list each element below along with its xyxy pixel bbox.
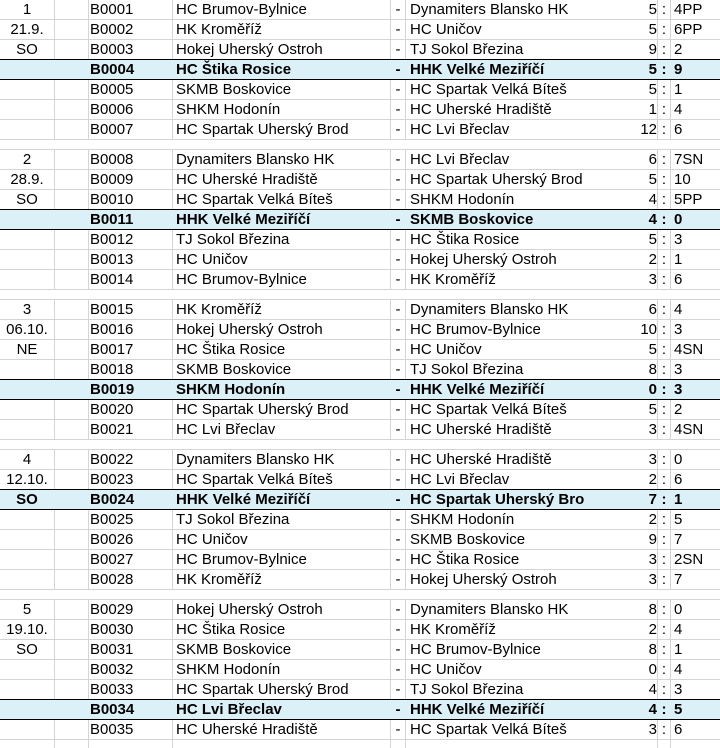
score-colon: : — [661, 191, 667, 208]
round-gap — [0, 440, 720, 450]
match-code: B0014 — [90, 271, 134, 288]
team-separator: - — [395, 601, 401, 618]
away-team: HC Brumov-Bylnice — [410, 641, 541, 658]
team-separator: - — [395, 401, 401, 418]
team-separator: - — [395, 81, 401, 98]
away-team: SHKM Hodonín — [410, 191, 515, 208]
away-team: HC Spartak Uherský Brod — [410, 171, 583, 188]
match-code: B0004 — [90, 61, 135, 78]
home-team: SKMB Boskovice — [176, 641, 292, 658]
score-colon: : — [661, 211, 667, 228]
score-colon: : — [661, 661, 667, 678]
away-score: 2 — [674, 401, 683, 418]
score-colon: : — [661, 401, 667, 418]
home-team: HC Lvi Břeclav — [176, 421, 276, 438]
team-separator: - — [395, 301, 401, 318]
home-team: Dynamiters Blansko HK — [176, 151, 335, 168]
score-colon: : — [661, 601, 667, 618]
home-team: Hokej Uherský Ostroh — [176, 41, 323, 58]
home-team: HC Brumov-Bylnice — [176, 551, 307, 568]
home-team: HK Kroměříž — [176, 21, 262, 38]
score-colon: : — [661, 271, 667, 288]
home-score: 6 — [648, 301, 657, 318]
round-label: 12.10. — [6, 471, 48, 488]
home-team: HC Brumov-Bylnice — [176, 1, 307, 18]
score-colon: : — [661, 531, 667, 548]
highlighted-match-row — [0, 700, 720, 720]
match-row — [0, 510, 720, 530]
match-code: B0028 — [90, 571, 134, 588]
home-score: 5 — [648, 1, 657, 18]
home-team: HC Uničov — [176, 251, 248, 268]
home-team: SKMB Boskovice — [176, 81, 292, 98]
match-code: B0024 — [90, 491, 135, 508]
round-gap — [0, 290, 720, 300]
team-separator: - — [395, 571, 401, 588]
home-score: 4 — [648, 191, 657, 208]
home-team: HC Spartak Uherský Brod — [176, 121, 349, 138]
home-team: HC Spartak Uherský Brod — [176, 401, 349, 418]
home-score: 1 — [648, 101, 657, 118]
away-team: HC Uničov — [410, 341, 482, 358]
team-separator: - — [395, 471, 401, 488]
round-label: 5 — [22, 601, 32, 618]
home-score: 2 — [648, 471, 657, 488]
score-colon: : — [661, 171, 667, 188]
match-code: B0006 — [90, 101, 134, 118]
match-code: B0002 — [90, 21, 134, 38]
home-team: Dynamiters Blansko HK — [176, 451, 335, 468]
score-colon: : — [661, 451, 667, 468]
score-colon: : — [661, 121, 667, 138]
round-label: 06.10. — [6, 321, 48, 338]
home-team: Hokej Uherský Ostroh — [176, 321, 323, 338]
home-score: 2 — [648, 251, 657, 268]
match-row — [0, 120, 720, 140]
away-team: TJ Sokol Březina — [410, 361, 524, 378]
away-score: 5PP — [674, 191, 703, 208]
match-code: B0030 — [90, 621, 134, 638]
match-code: B0011 — [90, 211, 134, 228]
home-team: TJ Sokol Březina — [176, 231, 290, 248]
home-score: 5 — [648, 341, 657, 358]
match-row — [0, 450, 720, 470]
home-team: HC Štika Rosice — [176, 621, 286, 638]
team-separator: - — [395, 551, 401, 568]
away-score: 1 — [674, 641, 683, 658]
match-code: B0001 — [90, 1, 134, 18]
match-code: B0025 — [90, 511, 134, 528]
score-colon: : — [661, 231, 667, 248]
score-colon: : — [661, 101, 667, 118]
away-score: 3 — [674, 321, 683, 338]
away-team: HC Uherské Hradiště — [410, 451, 552, 468]
away-team: HHK Velké Meziříčí — [410, 61, 545, 78]
away-score: 9 — [674, 61, 683, 78]
home-team: HC Uherské Hradiště — [176, 171, 318, 188]
match-row — [0, 100, 720, 120]
match-code: B0016 — [90, 321, 134, 338]
match-row — [0, 250, 720, 270]
away-score: 4 — [674, 661, 683, 678]
away-score: 6 — [674, 471, 683, 488]
team-separator: - — [395, 681, 401, 698]
score-colon: : — [661, 571, 667, 588]
home-team: SHKM Hodonín — [176, 661, 281, 678]
round-label: 1 — [22, 1, 32, 18]
round-label: 28.9. — [10, 171, 44, 188]
away-team: HK Kroměříž — [410, 271, 496, 288]
home-score: 2 — [648, 621, 657, 638]
away-score: 6 — [674, 121, 683, 138]
away-team: SKMB Boskovice — [410, 211, 534, 228]
team-separator: - — [395, 101, 401, 118]
team-separator: - — [395, 151, 401, 168]
match-code: B0013 — [90, 251, 134, 268]
match-row — [0, 170, 720, 190]
away-score: 6PP — [674, 21, 703, 38]
round-label: SO — [16, 41, 38, 58]
away-score: 0 — [674, 451, 683, 468]
match-code: B0035 — [90, 721, 134, 738]
home-team: SHKM Hodonín — [176, 381, 286, 398]
match-code: B0008 — [90, 151, 134, 168]
team-separator: - — [395, 531, 401, 548]
match-code: B0022 — [90, 451, 134, 468]
away-team: TJ Sokol Březina — [410, 681, 524, 698]
away-score: 7 — [674, 571, 683, 588]
home-score: 7 — [648, 491, 657, 508]
team-separator: - — [395, 21, 401, 38]
home-team: HC Spartak Velká Bíteš — [176, 191, 333, 208]
round-label: 19.10. — [6, 621, 48, 638]
away-score: 10 — [674, 171, 691, 188]
team-separator: - — [395, 381, 401, 398]
team-separator: - — [395, 491, 401, 508]
home-score: 4 — [648, 701, 657, 718]
home-team: HK Kroměříž — [176, 301, 262, 318]
home-score: 3 — [648, 571, 657, 588]
highlighted-match-row — [0, 210, 720, 230]
match-row — [0, 320, 720, 340]
away-score: 4PP — [674, 1, 703, 18]
away-score: 4SN — [674, 341, 704, 358]
home-team: HC Spartak Uherský Brod — [176, 681, 349, 698]
round-label: 21.9. — [10, 21, 44, 38]
away-score: 3 — [674, 681, 683, 698]
away-score: 3 — [674, 361, 683, 378]
team-separator: - — [395, 621, 401, 638]
match-code: B0026 — [90, 531, 134, 548]
score-colon: : — [661, 491, 667, 508]
home-team: HC Štika Rosice — [176, 341, 286, 358]
match-row — [0, 720, 720, 740]
team-separator: - — [395, 61, 401, 78]
away-score: 2SN — [674, 551, 704, 568]
home-score: 5 — [648, 231, 657, 248]
score-colon: : — [661, 621, 667, 638]
home-score: 5 — [648, 171, 657, 188]
match-code: B0032 — [90, 661, 134, 678]
match-code: B0021 — [90, 421, 134, 438]
team-separator: - — [395, 1, 401, 18]
home-score: 3 — [648, 421, 657, 438]
team-separator: - — [395, 251, 401, 268]
score-colon: : — [661, 641, 667, 658]
home-score: 3 — [648, 451, 657, 468]
score-colon: : — [661, 511, 667, 528]
home-score: 5 — [648, 81, 657, 98]
home-team: HC Spartak Velká Bíteš — [176, 471, 333, 488]
match-row — [0, 570, 720, 590]
match-code: B0018 — [90, 361, 134, 378]
team-separator: - — [395, 341, 401, 358]
match-code: B0012 — [90, 231, 134, 248]
away-team: HC Spartak Velká Bíteš — [410, 401, 567, 418]
score-colon: : — [661, 21, 667, 38]
home-score: 10 — [640, 321, 657, 338]
home-score: 9 — [648, 531, 657, 548]
away-score: 1 — [674, 491, 683, 508]
score-colon: : — [661, 321, 667, 338]
home-score: 4 — [648, 211, 657, 228]
away-team: Hokej Uherský Ostroh — [410, 251, 557, 268]
match-row — [0, 600, 720, 620]
team-separator: - — [395, 121, 401, 138]
away-team: HHK Velké Meziříčí — [410, 381, 545, 398]
away-score: 2 — [674, 41, 683, 58]
score-colon: : — [661, 41, 667, 58]
score-colon: : — [661, 61, 667, 78]
match-row — [0, 420, 720, 440]
score-colon: : — [661, 381, 667, 398]
team-separator: - — [395, 421, 401, 438]
away-team: HC Uničov — [410, 661, 482, 678]
home-team: Hokej Uherský Ostroh — [176, 601, 323, 618]
match-row — [0, 300, 720, 320]
away-team: HK Kroměříž — [410, 621, 496, 638]
team-separator: - — [395, 171, 401, 188]
home-score: 8 — [648, 641, 657, 658]
match-code: B0009 — [90, 171, 134, 188]
away-team: Dynamiters Blansko HK — [410, 601, 569, 618]
away-score: 7 — [674, 531, 683, 548]
match-code: B0029 — [90, 601, 134, 618]
home-team: HC Štika Rosice — [176, 61, 292, 78]
match-row — [0, 640, 720, 660]
away-score: 1 — [674, 251, 683, 268]
home-score: 5 — [648, 401, 657, 418]
score-colon: : — [661, 681, 667, 698]
score-colon: : — [661, 361, 667, 378]
home-score: 3 — [648, 721, 657, 738]
away-score: 0 — [674, 601, 683, 618]
away-score: 3 — [674, 231, 683, 248]
match-row — [0, 40, 720, 60]
round-label: SO — [16, 191, 38, 208]
match-row — [0, 80, 720, 100]
team-separator: - — [395, 211, 401, 228]
score-colon: : — [661, 421, 667, 438]
away-score: 5 — [674, 701, 683, 718]
team-separator: - — [395, 511, 401, 528]
away-team: HC Brumov-Bylnice — [410, 321, 541, 338]
round-label: SO — [16, 491, 38, 508]
round-label: 2 — [22, 151, 32, 168]
team-separator: - — [395, 361, 401, 378]
match-code: B0020 — [90, 401, 134, 418]
round-label: 4 — [22, 451, 32, 468]
team-separator: - — [395, 451, 401, 468]
highlighted-match-row — [0, 60, 720, 80]
match-code: B0019 — [90, 381, 135, 398]
score-colon: : — [661, 1, 667, 18]
match-row — [0, 680, 720, 700]
match-row — [0, 400, 720, 420]
home-team: HK Kroměříž — [176, 571, 262, 588]
away-team: Hokej Uherský Ostroh — [410, 571, 557, 588]
home-team: HC Uherské Hradiště — [176, 721, 318, 738]
match-row — [0, 550, 720, 570]
home-team: HC Uničov — [176, 531, 248, 548]
away-team: HC Uherské Hradiště — [410, 421, 552, 438]
home-score: 4 — [648, 681, 657, 698]
home-score: 8 — [648, 601, 657, 618]
away-team: HC Uherské Hradiště — [410, 101, 552, 118]
score-colon: : — [661, 301, 667, 318]
match-code: B0010 — [90, 191, 134, 208]
away-team: HC Spartak Velká Bíteš — [410, 721, 567, 738]
home-team: HC Lvi Břeclav — [176, 701, 282, 718]
match-code: B0033 — [90, 681, 134, 698]
team-separator: - — [395, 641, 401, 658]
team-separator: - — [395, 661, 401, 678]
home-score: 3 — [648, 271, 657, 288]
team-separator: - — [395, 321, 401, 338]
home-team: HHK Velké Meziříčí — [176, 211, 311, 228]
team-separator: - — [395, 191, 401, 208]
away-score: 5 — [674, 511, 683, 528]
score-colon: : — [661, 81, 667, 98]
away-team: SHKM Hodonín — [410, 511, 515, 528]
match-row — [0, 270, 720, 290]
match-code: B0027 — [90, 551, 134, 568]
team-separator: - — [395, 41, 401, 58]
away-score: 7SN — [674, 151, 704, 168]
home-score: 0 — [648, 661, 657, 678]
round-label: SO — [16, 641, 38, 658]
away-score: 6 — [674, 721, 683, 738]
match-code: B0034 — [90, 701, 135, 718]
score-colon: : — [661, 251, 667, 268]
away-score: 0 — [674, 211, 683, 228]
score-colon: : — [661, 341, 667, 358]
match-code: B0003 — [90, 41, 134, 58]
away-team: HC Lvi Břeclav — [410, 121, 510, 138]
home-score: 0 — [648, 381, 657, 398]
away-team: Dynamiters Blansko HK — [410, 1, 569, 18]
match-code: B0017 — [90, 341, 134, 358]
team-separator: - — [395, 721, 401, 738]
highlighted-match-row — [0, 380, 720, 400]
score-colon: : — [661, 551, 667, 568]
match-row — [0, 150, 720, 170]
match-row — [0, 620, 720, 640]
away-team: HC Štika Rosice — [410, 231, 520, 248]
home-team: SKMB Boskovice — [176, 361, 292, 378]
home-score: 12 — [640, 121, 657, 138]
home-team: TJ Sokol Březina — [176, 511, 290, 528]
home-team: SHKM Hodonín — [176, 101, 281, 118]
away-team: HHK Velké Meziříčí — [410, 701, 545, 718]
away-team: HC Spartak Uherský Bro — [410, 491, 585, 508]
score-colon: : — [661, 701, 667, 718]
away-score: 1 — [674, 81, 683, 98]
away-score: 3 — [674, 381, 683, 398]
match-code: B0007 — [90, 121, 134, 138]
home-score: 5 — [648, 21, 657, 38]
round-label: NE — [16, 341, 38, 358]
away-team: Dynamiters Blansko HK — [410, 301, 569, 318]
home-team: HHK Velké Meziříčí — [176, 491, 311, 508]
score-colon: : — [661, 471, 667, 488]
away-team: HC Štika Rosice — [410, 551, 520, 568]
match-row — [0, 660, 720, 680]
home-score: 5 — [648, 61, 657, 78]
match-row — [0, 360, 720, 380]
match-code: B0023 — [90, 471, 134, 488]
match-row — [0, 0, 720, 20]
round-gap — [0, 590, 720, 600]
team-separator: - — [395, 701, 401, 718]
home-team: HC Brumov-Bylnice — [176, 271, 307, 288]
match-row — [0, 230, 720, 250]
away-team: SKMB Boskovice — [410, 531, 526, 548]
away-team: TJ Sokol Březina — [410, 41, 524, 58]
home-score: 9 — [648, 41, 657, 58]
score-colon: : — [661, 151, 667, 168]
away-team: HC Spartak Velká Bíteš — [410, 81, 567, 98]
away-score: 4SN — [674, 421, 704, 438]
away-score: 4 — [674, 301, 683, 318]
match-code: B0015 — [90, 301, 134, 318]
round-gap — [0, 140, 720, 150]
match-code: B0031 — [90, 641, 134, 658]
away-score: 4 — [674, 101, 683, 118]
away-team: HC Lvi Břeclav — [410, 151, 510, 168]
match-code: B0005 — [90, 81, 134, 98]
away-score: 6 — [674, 271, 683, 288]
highlighted-match-row — [0, 490, 720, 510]
match-row — [0, 530, 720, 550]
team-separator: - — [395, 271, 401, 288]
score-colon: : — [661, 721, 667, 738]
away-team: HC Uničov — [410, 21, 482, 38]
match-row — [0, 190, 720, 210]
match-row — [0, 20, 720, 40]
home-score: 8 — [648, 361, 657, 378]
home-score: 6 — [648, 151, 657, 168]
round-label: 3 — [22, 301, 32, 318]
home-score: 2 — [648, 511, 657, 528]
away-team: HC Lvi Břeclav — [410, 471, 510, 488]
match-row — [0, 340, 720, 360]
home-score: 3 — [648, 551, 657, 568]
match-row — [0, 470, 720, 490]
away-score: 4 — [674, 621, 683, 638]
team-separator: - — [395, 231, 401, 248]
